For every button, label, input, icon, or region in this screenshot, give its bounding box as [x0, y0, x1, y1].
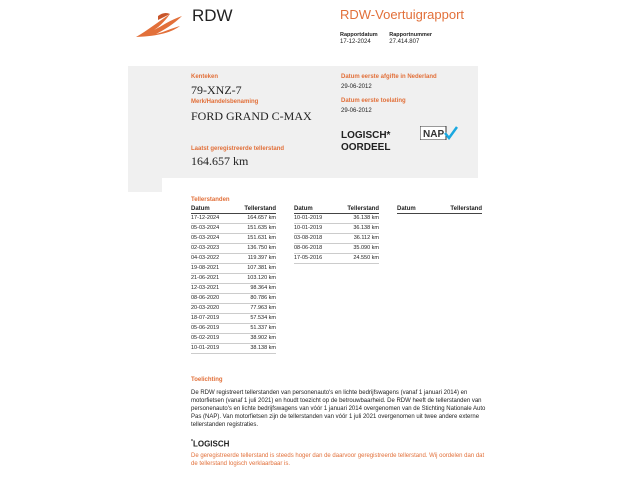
footnote-mark: * [191, 439, 193, 445]
laatste-value: 164.657 km [191, 154, 249, 168]
row-mileage: 57.534 km [231, 314, 276, 324]
kenteken-value: 79-XNZ-7 [191, 83, 242, 97]
meta-report-date [340, 32, 378, 45]
verdict-line2: OORDEEL [341, 142, 391, 153]
row-date: 05-02-2019 [191, 334, 231, 344]
tellerstanden-table-1 [191, 206, 276, 354]
row-date: 10-01-2019 [191, 344, 231, 354]
tellerstanden-table-2 [294, 206, 379, 264]
row-date: 05-03-2024 [191, 224, 231, 234]
col-datum-header: Datum [397, 206, 429, 214]
row-mileage: 107.381 km [231, 264, 276, 274]
merk-value: FORD GRAND C-MAX [191, 109, 312, 123]
row-mileage: 164.657 km [231, 214, 276, 224]
table-row [191, 224, 276, 234]
table-row [191, 314, 276, 324]
row-date: 08-06-2018 [294, 244, 334, 254]
meta-label: Rapportdatum [340, 32, 378, 38]
row-mileage: 36.138 km [334, 214, 379, 224]
table-row [191, 304, 276, 314]
footnote-title-text: LOGISCH [192, 439, 230, 449]
table-row [191, 294, 276, 304]
row-mileage: 38.902 km [231, 334, 276, 344]
row-date: 05-06-2019 [191, 324, 231, 334]
row-date: 20-03-2020 [191, 304, 231, 314]
row-mileage: 103.120 km [231, 274, 276, 284]
footnote-title [191, 439, 229, 449]
row-mileage: 151.631 km [231, 234, 276, 244]
brand-name: RDW [192, 6, 233, 25]
row-mileage: 51.337 km [231, 324, 276, 334]
laatste-label: Laatst geregistreerde tellerstand [191, 146, 285, 152]
row-date: 17-05-2016 [294, 254, 334, 264]
row-date: 12-03-2021 [191, 284, 231, 294]
meta-label: Rapportnummer [389, 32, 433, 38]
kenteken-label: Kenteken [191, 74, 219, 80]
row-mileage: 24.550 km [334, 254, 379, 264]
tellerstanden-title: Tellerstanden [191, 197, 230, 203]
table-row [191, 214, 276, 224]
row-date: 10-01-2019 [294, 214, 334, 224]
row-mileage: 77.963 km [231, 304, 276, 314]
nap-logo-icon [420, 126, 458, 140]
nap-badge-text: NAP [423, 129, 445, 140]
table-row [294, 254, 379, 264]
table-row [294, 214, 379, 224]
eerste-toel-label: Datum eerste toelating [341, 98, 406, 104]
row-date: 10-01-2019 [294, 224, 334, 234]
panel-tail [128, 178, 162, 192]
table-row [294, 234, 379, 244]
table-row [191, 234, 276, 244]
report-meta [340, 32, 442, 45]
col-stand-header: Tellerstand [231, 206, 276, 214]
meta-value: 27.414.807 [389, 39, 420, 45]
row-date: 17-12-2024 [191, 214, 231, 224]
report-title: RDW-Voertuigrapport [340, 7, 465, 22]
eerste-nl-label: Datum eerste afgifte in Nederland [341, 74, 437, 80]
row-mileage: 35.090 km [334, 244, 379, 254]
row-date: 18-07-2019 [191, 314, 231, 324]
row-date: 08-06-2020 [191, 294, 231, 304]
toelichting-title: Toelichting [191, 377, 223, 383]
row-date: 03-08-2018 [294, 234, 334, 244]
vehicle-panel [128, 66, 478, 178]
meta-value: 17-12-2024 [340, 39, 371, 45]
verdict-line1: LOGISCH* [341, 130, 391, 141]
merk-label: Merk/Handelsbenaming [191, 99, 259, 105]
col-stand-header: Tellerstand [429, 206, 482, 214]
verdict [341, 130, 390, 154]
eerste-toel-value: 29-06-2012 [341, 108, 372, 114]
table-row [191, 344, 276, 354]
row-mileage: 36.112 km [334, 234, 379, 244]
footnote-text: De geregistreerde tellerstand is steeds hoger dan de daarvoor geregistreerde tellerstand. Wij oordelen dan dat de tellerstand logisch verklaarbaar is. [191, 453, 485, 467]
row-mileage: 151.635 km [231, 224, 276, 234]
toelichting-text: De RDW registreert tellerstanden van personenauto's en lichte bedrijfswagens (vanaf 1 januari 2014) en motorfietsen (vanaf 1 juli 2021) en houdt toezicht op de betrouwbaarheid. De RDW heeft de tellerstanden van personenauto's en lichte bedrijfswagens van vóór 1 januari 2014 overgenomen van de Stichting Nationale Auto Pas (NAP). Van motorfietsen zijn de tellerstanden van vóór 1 juli 2021 overgenomen uit twee andere externe tellerstanden registraties. [191, 390, 486, 428]
meta-report-number [389, 32, 432, 45]
col-stand-header: Tellerstand [334, 206, 379, 214]
row-date: 05-03-2024 [191, 234, 231, 244]
table-row [191, 334, 276, 344]
row-mileage: 80.786 km [231, 294, 276, 304]
row-mileage: 38.138 km [231, 344, 276, 354]
row-date: 04-03-2022 [191, 254, 231, 264]
table-row [191, 284, 276, 294]
table-row [294, 244, 379, 254]
row-date: 21-06-2021 [191, 274, 231, 284]
table-row [191, 244, 276, 254]
table-row [294, 224, 379, 234]
table-row [191, 254, 276, 264]
table-row [191, 324, 276, 334]
row-date: 19-08-2021 [191, 264, 231, 274]
row-date: 02-03-2023 [191, 244, 231, 254]
table-row [191, 274, 276, 284]
table-row [191, 264, 276, 274]
row-mileage: 98.364 km [231, 284, 276, 294]
row-mileage: 36.138 km [334, 224, 379, 234]
row-mileage: 136.750 km [231, 244, 276, 254]
tellerstanden-table-3 [397, 206, 482, 214]
eerste-nl-value: 29-06-2012 [341, 84, 372, 90]
col-datum-header: Datum [294, 206, 334, 214]
row-mileage: 119.397 km [231, 254, 276, 264]
rdw-logo-icon [134, 10, 186, 40]
col-datum-header: Datum [191, 206, 231, 214]
